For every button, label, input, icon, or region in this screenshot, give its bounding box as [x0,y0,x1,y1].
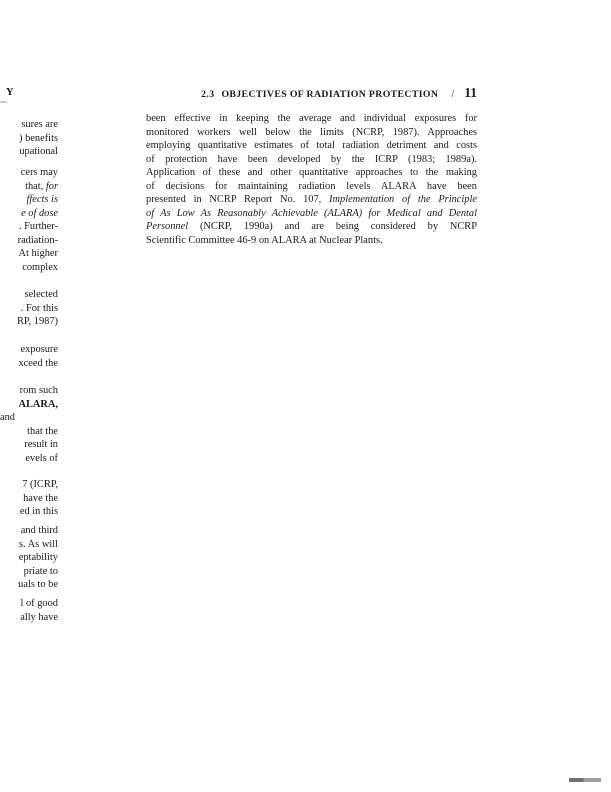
text-segment: ALARA, [18,398,58,410]
text-segment: exposure [20,344,58,355]
text-segment: of decisions for maintaining radiation levels ALARA have been [146,180,477,192]
left-fragment-line [0,357,58,370]
text-segment: cers may [20,167,58,178]
text-segment: 7 (ICRP, [22,479,58,490]
text-segment: complex [22,261,58,273]
text-segment: have the [23,492,58,504]
left-fragment-line [0,288,58,301]
header-separator: / [451,89,455,100]
text-segment: l of good [20,598,58,609]
left-fragment-line [0,220,58,233]
text-segment: (NCRP, 1990a) and are being considered by NCRP [188,221,477,232]
text-segment: Personnel [146,221,189,232]
text-segment: that the [27,425,58,437]
text-segment: evels of [25,452,58,464]
text-segment: Scientific Committee 46-9 on ALARA at Nuclear Plants. [146,234,383,246]
left-fragment-line [0,118,58,131]
text-segment: . Further- [18,221,58,232]
left-fragment-line [0,247,58,260]
microtext-watermark [569,778,601,782]
left-fragment-line [0,425,58,438]
left-fragment-line [0,505,58,518]
text-segment: and [0,412,16,423]
left-fragment-line [0,478,58,491]
paragraph-line [146,193,477,207]
left-fragment-line [0,193,58,206]
left-fragment-line [0,384,58,397]
text-segment: rom such [19,385,58,396]
text-segment: employing quantitative estimates of total radiation detriment and costs [146,140,477,151]
left-fragment-line [0,343,58,356]
left-fragment-line [0,315,58,328]
paragraph-line [146,220,477,234]
text-segment: Implementation of the Principle [329,194,477,205]
text-segment: radiation- [17,234,58,246]
left-fragment-line [0,132,58,145]
left-fragment-line [0,452,58,465]
left-fragment-line [0,398,58,411]
paragraph-line [146,126,477,140]
page-header [146,85,477,101]
text-segment: . For this [20,302,58,314]
running-head-fragment: Y [6,87,14,98]
page-number: 11 [464,85,477,100]
text-segment: that, [25,180,46,192]
section-number: 2.3 [201,89,215,100]
text-segment: ffects is [26,194,58,205]
left-fragment-line [0,551,58,564]
text-segment: and third [20,525,58,536]
scan-speckle [0,101,7,103]
left-fragment-line [0,538,58,551]
text-segment: monitored workers well below the limits (NCRP, 1987). Approaches [146,126,477,138]
text-segment: sures are [21,119,58,130]
paragraph-line [146,153,477,167]
text-segment: of As Low As Reasonably Achievable (ALARA) for Medical and Dental [146,207,477,219]
paragraph-line [146,180,477,194]
paragraph-line [146,207,477,221]
text-segment: uals to be [18,579,58,590]
text-segment: for [45,180,58,192]
left-fragment-line [0,180,58,193]
left-fragment-line [0,234,58,247]
text-segment: eptability [18,552,58,563]
text-segment: priate to [23,565,58,577]
text-segment: been effective in keeping the average and individual exposures for [146,113,477,124]
text-segment: e of dose [21,207,58,219]
paragraph-line [146,112,477,126]
left-fragment-line [0,166,58,179]
left-fragment-line [0,565,58,578]
text-segment: Application of these and other quantitative approaches to the making [146,167,477,178]
left-fragment-line [0,524,58,537]
left-fragment-line [0,611,58,624]
text-segment: s. As will [19,538,58,550]
text-segment: At higher [18,248,58,259]
text-segment: ) benefits [19,132,58,144]
text-segment: xceed the [18,357,58,369]
main-paragraph [146,112,477,247]
left-fragment-line [0,261,58,274]
left-fragment-line [0,411,58,424]
paragraph-line [146,234,477,248]
left-fragment-line [0,302,58,315]
left-fragment-line [0,145,58,158]
left-fragment-line [0,438,58,451]
text-segment: of protection have been developed by the ICRP (1983; 1989a). [146,153,477,165]
left-fragment-line [0,578,58,591]
text-segment: ally have [20,611,58,623]
text-segment: upational [19,146,58,157]
text-segment: selected [24,289,58,300]
section-title: OBJECTIVES OF RADIATION PROTECTION [221,89,439,100]
text-segment: RP, 1987) [17,316,58,327]
left-column [0,0,58,792]
left-fragment-line [0,597,58,610]
text-segment: presented in NCRP Report No. 107, [146,194,330,205]
left-fragment-line [0,207,58,220]
text-segment: ed in this [19,506,58,517]
paragraph-line [146,139,477,153]
paragraph-line [146,166,477,180]
text-segment: result in [24,439,58,450]
left-fragment-line [0,492,58,505]
